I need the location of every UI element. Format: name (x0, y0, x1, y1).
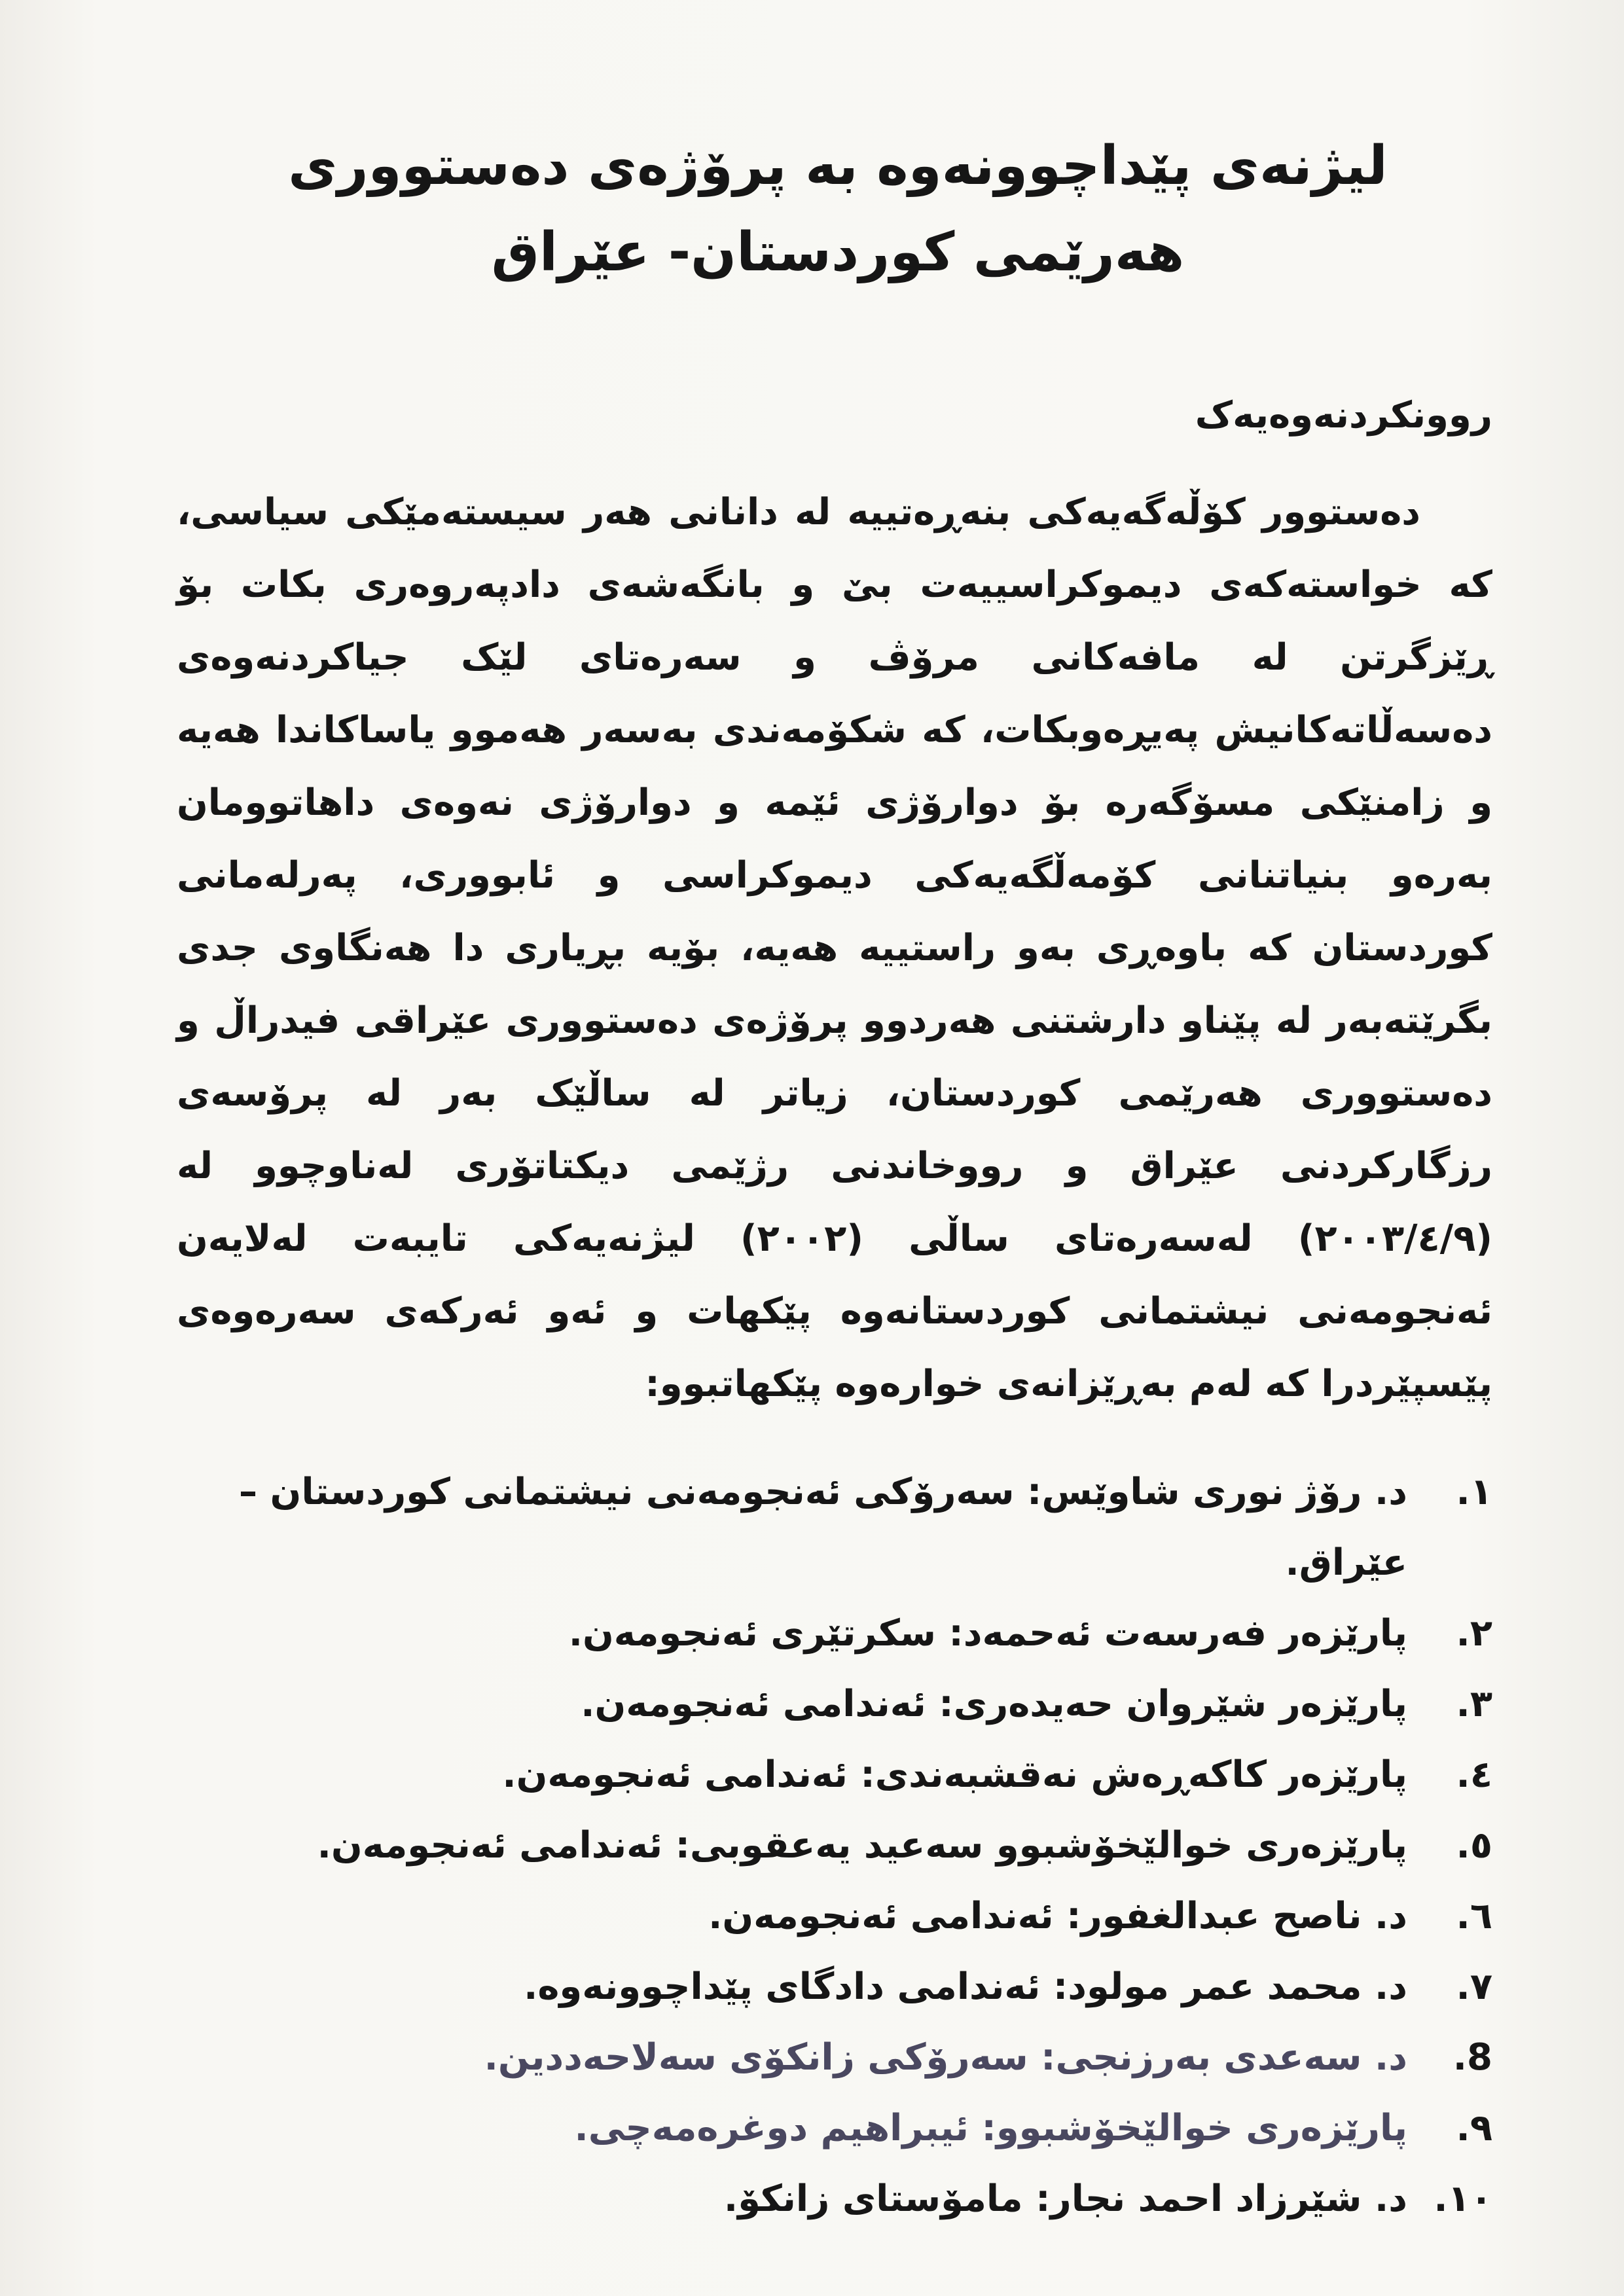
list-item (177, 1952, 1499, 2022)
document-title (177, 105, 1499, 296)
list-item-number: 8. (1453, 2036, 1492, 2079)
list-item-number: ٤. (1456, 1753, 1492, 1796)
list-item (177, 1598, 1499, 1669)
list-item-number: ٧. (1456, 1965, 1492, 2008)
list-item-number: ٩. (1456, 2107, 1492, 2149)
list-item (177, 1810, 1499, 1881)
title-line-1: لیژنەی پێداچوونەوە بە پرۆژەی دەستووری (288, 135, 1388, 197)
list-item-text: پارێزەری خوالێخۆشبوو: ئیبراهیم دوغرەمەچی. (574, 2107, 1407, 2149)
list-item-text: پارێزەر کاکەڕەش نەقشبەندی: ئەندامی ئەنجومەن. (502, 1753, 1407, 1796)
list-item-number: ٢. (1456, 1612, 1492, 1655)
list-item-number: ١. (1456, 1471, 1492, 1513)
list-item-text: د. ناصح عبدالغفور: ئەندامی ئەنجومەن. (708, 1895, 1407, 1937)
list-item-number: ١٠. (1434, 2178, 1492, 2220)
list-item-text: پارێزەر شێروان حەیدەری: ئەندامی ئەنجومەن. (581, 1683, 1407, 1725)
list-item (177, 1881, 1499, 1952)
list-item-text: پارێزەری خوالێخۆشبوو سەعید یەعقوبی: ئەندامی ئەنجومەن. (317, 1824, 1407, 1867)
list-item-number: ٣. (1456, 1683, 1492, 1725)
list-item-text: پارێزەر فەرسەت ئەحمەد: سکرتێری ئەنجومەن. (568, 1612, 1407, 1655)
list-item-text: د. رۆژ نوری شاوێس: سەرۆکی ئەنجومەنی نیشتمانی کوردستان – عێراق. (239, 1471, 1407, 1584)
list-item (177, 2093, 1499, 2164)
committee-member-list (177, 1457, 1499, 2234)
title-line-2: هەرێمی کوردستان- عێراق (491, 221, 1185, 283)
list-item-text: د. محمد عمر مولود: ئەندامی دادگای پێداچوونەوە. (524, 1965, 1407, 2008)
intro-paragraph: دەستوور کۆڵەگەیەکی بنەڕەتییە لە دانانی هەر سیستەمێکی سیاسی، کە خواستەکەی دیموکراسییەت بێ و بانگەشەی دادپەروەری بکات بۆ ڕێزگرتن لە مافەکانی مرۆڤ و سەرەتای لێک جیاکردنەوەی دەسەڵاتەکانیش پەیڕەوبکات، کە شکۆمەندی بەسەر هەموو یاساکاندا هەیە و زامنێکی مسۆگەرە بۆ دوارۆژی ئێمە و دوارۆژی نەوەی داهاتوومان بەرەو بنیاتنانی کۆمەڵگەیەکی دیموکراسی و ئابووری، پەرلەمانی کوردستان کە باوەڕی بەو راستییە هەیە، بۆیە بڕیاری دا هەنگاوی جدی بگرێتەبەر لە پێناو دارشتنی هەردوو پرۆژەی دەستووری عێراقی فیدراڵ و دەستووری هەرێمی کوردستان، زیاتر لە ساڵێک بەر لە پرۆسەی رزگارکردنی عێراق و رووخاندنی رژێمی دیکتاتۆری لەناوچوو لە (٢٠٠٣/٤/٩) لەسەرەتای ساڵی (٢٠٠٢) لیژنەیەکی تایبەت لەلایەن ئەنجومەنی نیشتمانی کوردستانەوە پێکهات و ئەو ئەرکەی سەرەوەی پێسپێردرا کە لەم بەڕێزانەی خوارەوە پێکهاتبوو: (177, 491, 1493, 1405)
section-heading: روونکردنەوەیەک (1195, 394, 1492, 437)
document-body (177, 105, 1499, 2234)
list-item-text: د. شێرزاد احمد نجار: مامۆستای زانکۆ. (723, 2178, 1407, 2220)
list-item (177, 1669, 1499, 1740)
list-item (177, 1457, 1499, 1598)
list-item-text: د. سەعدی بەرزنجی: سەرۆکی زانکۆی سەلاحەددین. (484, 2036, 1407, 2079)
list-item-number: ٥. (1456, 1824, 1492, 1867)
list-item-number: ٦. (1456, 1895, 1492, 1937)
list-item (177, 2022, 1499, 2093)
list-item (177, 1740, 1499, 1810)
list-item (177, 2164, 1499, 2234)
